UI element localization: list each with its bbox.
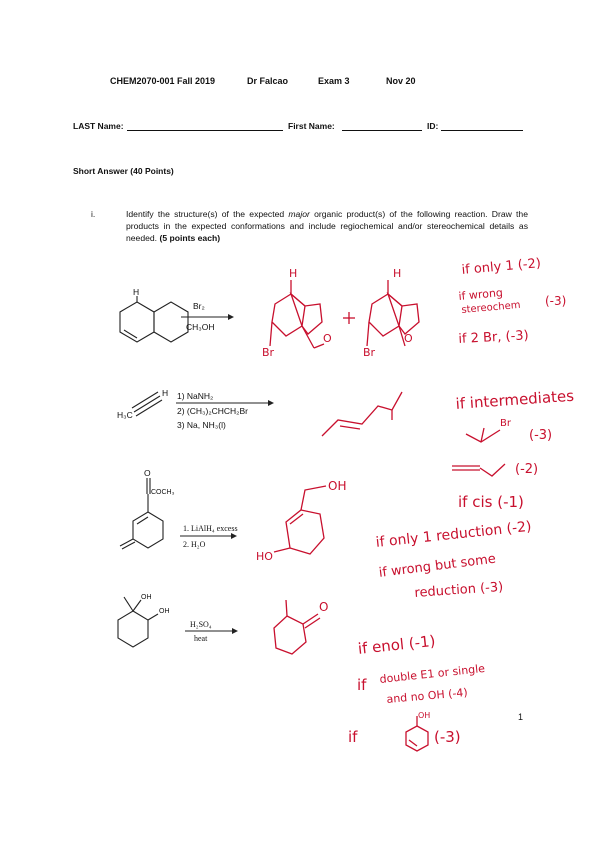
exam-date: Nov 20 xyxy=(386,76,416,86)
grading-note-no-oh: and no OH (-4) xyxy=(386,685,469,706)
reaction-1-reagent-bottom: CH₃OH xyxy=(186,322,215,332)
grading-note-only-1: if only 1 (-2) xyxy=(461,256,542,278)
last-name-label: LAST Name: xyxy=(73,121,124,131)
grading-note-reduction-penalty: reduction (-3) xyxy=(414,579,504,601)
reaction-3-reagent-2: 2. H₂O xyxy=(183,540,206,549)
grading-note-wrong-some: if wrong but some xyxy=(378,551,497,581)
reaction-2-reagent-3: 3) Na, NH₃(l) xyxy=(177,420,226,430)
grading-note-double-e1: double E1 or single xyxy=(379,661,486,686)
grading-note-if: if xyxy=(357,676,367,694)
reactant-3-o-label: O xyxy=(144,468,151,478)
reactant-1-h-label: H xyxy=(133,287,140,297)
section-title: Short Answer (40 Points) xyxy=(73,166,174,176)
reactant-4-oh-1: OH xyxy=(141,594,152,601)
reaction-4-reagent-bottom: heat xyxy=(194,634,208,643)
answer-1-o-2: O xyxy=(404,332,413,345)
page-number: 1 xyxy=(518,712,524,722)
question-text-end: organic product(s) of the following reaction. Draw the products in the expected conformations and include regiochemical and/or stereochemical details as needed. xyxy=(126,209,528,243)
question-text-emphasis: major xyxy=(288,209,310,219)
grading-note-enol-penalty: (-3) xyxy=(434,728,461,746)
answer-1-br-2: Br xyxy=(363,346,376,359)
question-text-start: Identify the structure(s) of the expected xyxy=(126,209,289,219)
first-name-label: First Name: xyxy=(288,121,335,131)
id-label: ID: xyxy=(427,121,439,131)
grading-note-2br: if 2 Br, (-3) xyxy=(458,328,530,347)
course-title: CHEM2070-001 Fall 2019 xyxy=(110,76,216,86)
reactant-4-oh-2: OH xyxy=(159,608,170,615)
answer-3-ho-label: HO xyxy=(256,550,273,563)
exam-label: Exam 3 xyxy=(318,76,350,86)
reaction-1-reagent-top: Br₂ xyxy=(193,301,205,311)
grading-note-if-2: if xyxy=(348,728,358,746)
reaction-3-reagent-1: 1. LiAlH₄ excess xyxy=(183,524,238,533)
grading-note-intermediates: if intermediates xyxy=(455,386,575,413)
grading-note-wrong-stereo-penalty: (-3) xyxy=(545,294,567,308)
answer-4-o-label: O xyxy=(319,600,329,614)
grading-note-stereochem: stereochem xyxy=(461,299,521,316)
grading-note-bromide-penalty: (-3) xyxy=(529,428,553,443)
answer-3-oh-label: OH xyxy=(328,479,347,493)
reaction-4-reagent-top: H₂SO₄ xyxy=(190,620,212,629)
question-points: (5 points each) xyxy=(159,233,221,243)
grading-note-enol: if enol (-1) xyxy=(357,631,437,658)
instructor-name: Dr Falcao xyxy=(247,76,289,86)
answer-1-h-1: H xyxy=(289,267,298,280)
grading-note-one-reduction: if only 1 reduction (-2) xyxy=(375,518,533,551)
reactant-2-h3c-label: H₃C xyxy=(117,410,133,420)
grading-note-wrong-stereo: if wrong xyxy=(458,286,504,303)
reaction-2-reagent-1: 1) NaNH₂ xyxy=(177,391,214,401)
answer-1-o-1: O xyxy=(323,332,332,345)
grading-note-br-label: Br xyxy=(500,418,511,429)
reactant-2-h-label: H xyxy=(162,388,169,398)
reactant-3-coch3-label: COCH₃ xyxy=(151,489,175,496)
question-number: i. xyxy=(91,209,96,219)
grading-note-cis: if cis (-1) xyxy=(458,493,524,511)
reaction-2-reagent-2: 2) (CH₃)₂CHCH₂Br xyxy=(177,406,248,416)
grading-note-alkyne-penalty: (-2) xyxy=(515,462,539,477)
answer-1-h-2: H xyxy=(393,267,402,280)
grading-note-oh-label: OH xyxy=(418,711,431,720)
answer-1-br-1: Br xyxy=(262,346,275,359)
